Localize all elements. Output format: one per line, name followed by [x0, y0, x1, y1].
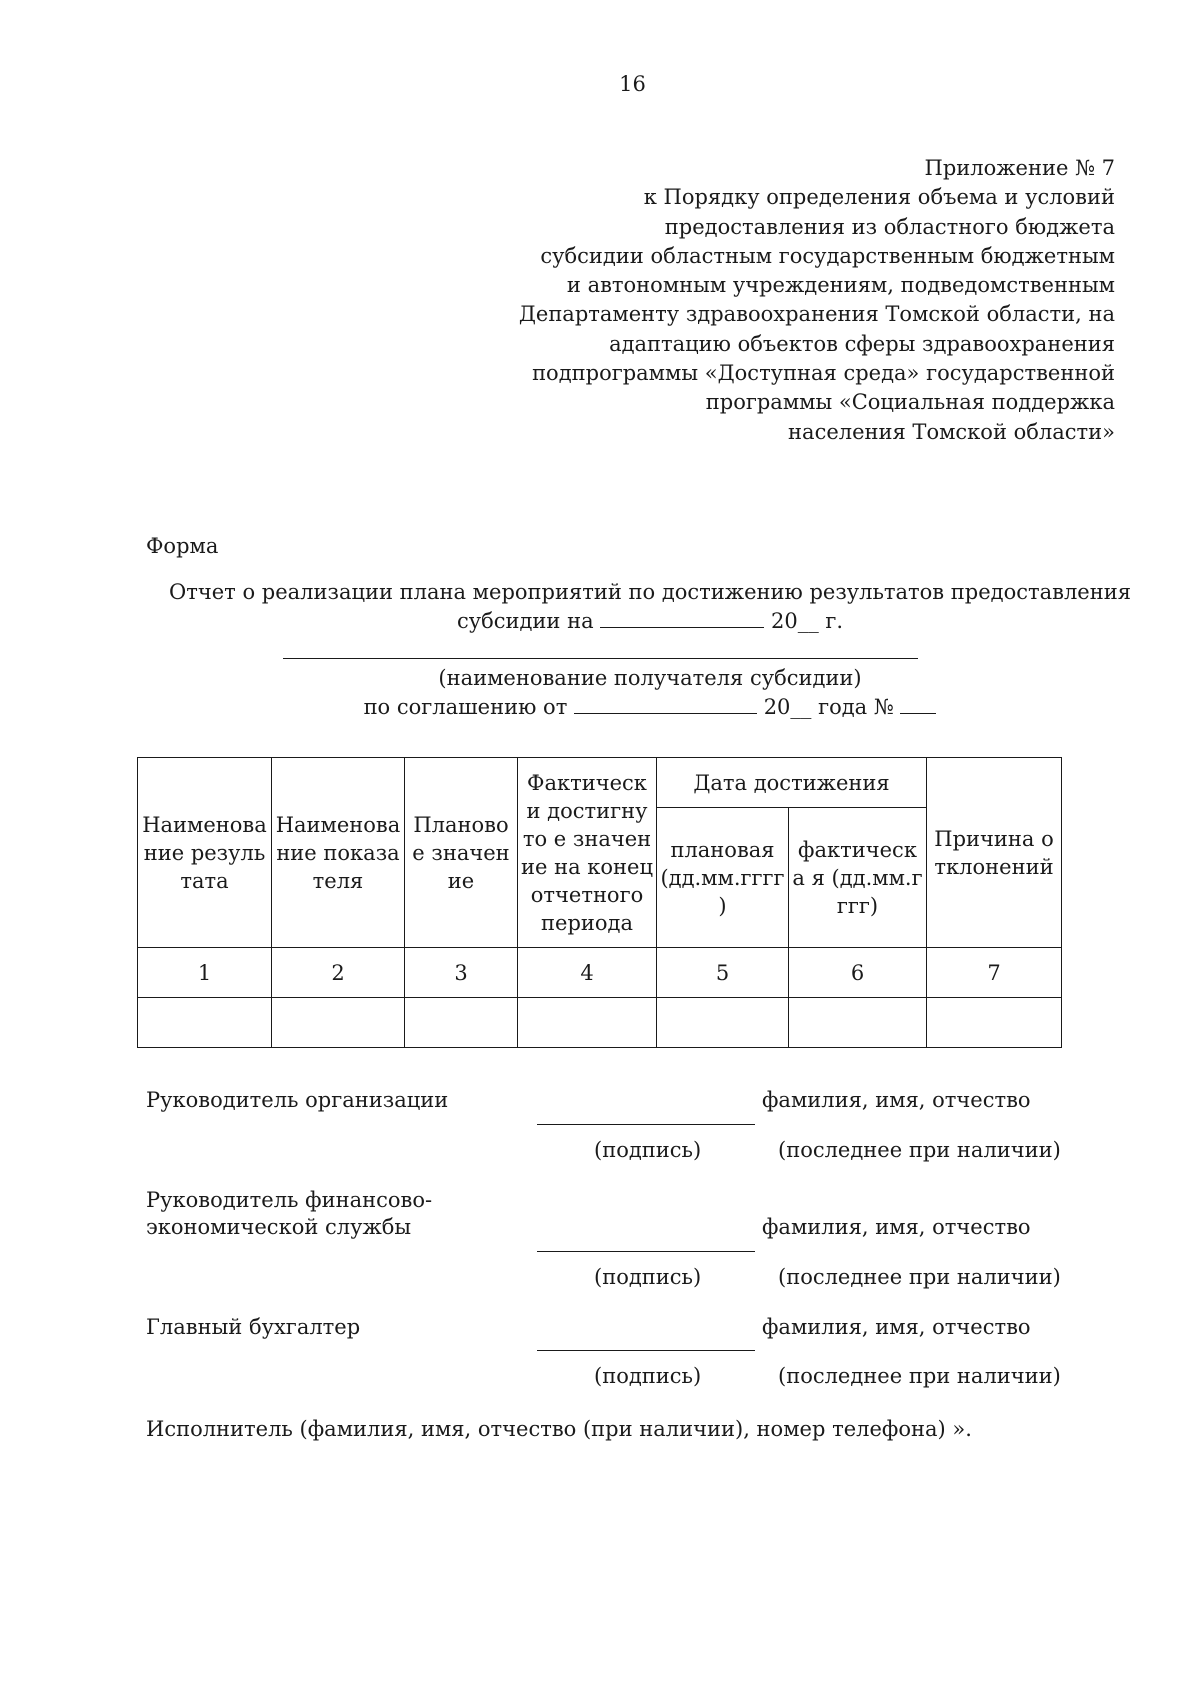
report-title-year: 20__ г. [770, 609, 844, 633]
report-date-blank[interactable] [600, 608, 764, 628]
table-cell[interactable] [405, 998, 518, 1048]
appendix-line: программы «Социальная поддержка [705, 390, 1115, 415]
agreement-prefix: по соглашению от [363, 695, 568, 719]
podpis-caption-head: (подпись) [594, 1138, 702, 1162]
table-cell[interactable] [138, 998, 272, 1048]
table-cell[interactable] [927, 998, 1062, 1048]
fio-label-accountant: фамилия, имя, отчество [762, 1315, 1031, 1339]
appendix-line: субсидии областным государственным бюджетным [540, 243, 1115, 268]
signature-label-finance-line2: экономической службы [146, 1215, 412, 1239]
report-title-prefix: субсидии на [456, 609, 594, 633]
table-cell[interactable] [518, 998, 657, 1048]
signature-line-accountant[interactable] [537, 1350, 755, 1351]
agreement-line [60, 693, 1200, 722]
signature-line-head[interactable] [537, 1124, 755, 1125]
appendix-line: адаптацию объектов сферы здравоохранения [609, 331, 1115, 356]
header-achievement-date: Дата достижения [657, 758, 927, 808]
appendix-line: подпрограммы «Доступная среда» государственной [532, 361, 1115, 386]
appendix-header [519, 154, 1115, 447]
page-number: 16 [619, 72, 646, 96]
recipient-caption: (наименование получателя субсидии) [438, 666, 862, 690]
table-row [138, 998, 1062, 1048]
podpis-caption-accountant: (подпись) [594, 1364, 702, 1388]
table-cell[interactable] [789, 998, 927, 1048]
appendix-line: Приложение № 7 [924, 156, 1115, 180]
column-number: 4 [518, 948, 657, 998]
signature-label-finance-line1: Руководитель финансово- [146, 1188, 433, 1212]
fio-label-finance: фамилия, имя, отчество [762, 1215, 1031, 1239]
agreement-date-blank[interactable] [574, 694, 757, 714]
header-actual-date: фактическа я (дд.мм.гггг) [789, 808, 927, 948]
agreement-year: 20__ года № [763, 695, 894, 719]
report-title [60, 578, 1200, 636]
fio-label-head: фамилия, имя, отчество [762, 1088, 1031, 1112]
appendix-line: Департаменту здравоохранения Томской области, на [518, 302, 1115, 327]
signature-label-accountant: Главный бухгалтер [146, 1315, 361, 1339]
report-title-line1: Отчет о реализации плана мероприятий по достижению результатов предоставления [169, 580, 1131, 604]
agreement-number-blank[interactable] [900, 694, 936, 714]
appendix-line: населения Томской области» [788, 419, 1115, 444]
last-name-caption-accountant: (последнее при наличии) [778, 1364, 1061, 1388]
form-label: Форма [146, 534, 219, 558]
report-table [137, 757, 1062, 1048]
table-cell[interactable] [272, 998, 405, 1048]
report-title-line2 [60, 607, 1200, 636]
header-result-name: Наименова ние результата [138, 758, 272, 948]
column-number: 5 [657, 948, 789, 998]
executor-line: Исполнитель (фамилия, имя, отчество (при наличии), номер телефона) ». [146, 1417, 972, 1441]
signature-line-finance[interactable] [537, 1251, 755, 1252]
column-number: 6 [789, 948, 927, 998]
last-name-caption-finance: (последнее при наличии) [778, 1265, 1061, 1289]
column-number: 7 [927, 948, 1062, 998]
table-cell[interactable] [657, 998, 789, 1048]
header-indicator-name: Наименова ние показателя [272, 758, 405, 948]
appendix-line: предоставления из областного бюджета [664, 214, 1115, 239]
column-number: 1 [138, 948, 272, 998]
podpis-caption-finance: (подпись) [594, 1265, 702, 1289]
column-number: 2 [272, 948, 405, 998]
header-planned-date: плановая (дд.мм.гггг ) [657, 808, 789, 948]
appendix-line: и автономным учреждениям, подведомственным [566, 273, 1115, 298]
appendix-line: к Порядку определения объема и условий [643, 185, 1115, 210]
header-deviation-reason: Причина отклонений [927, 758, 1062, 948]
last-name-caption-head: (последнее при наличии) [778, 1138, 1061, 1162]
header-actual-value: Фактически достигнуто е значение на конец отчетного периода [518, 758, 657, 948]
recipient-name-line[interactable] [283, 658, 918, 659]
signature-label-head: Руководитель организации [146, 1088, 449, 1112]
column-number: 3 [405, 948, 518, 998]
header-planned-value: Плановое значение [405, 758, 518, 948]
